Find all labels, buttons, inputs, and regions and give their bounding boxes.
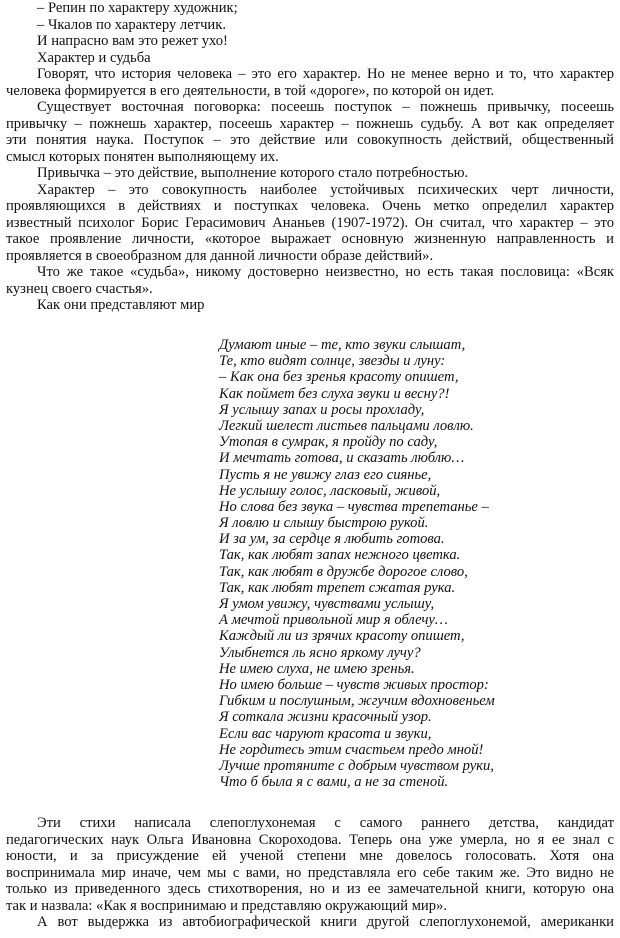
poem-line: Утопая в сумрак, я пройду по саду,: [219, 434, 438, 451]
poem-block: [0, 337, 620, 790]
text-line: А вот выдержка из автобиографической книги другой слепоглухонемой, американки: [37, 914, 614, 930]
text-line: – Чкалов по характеру летчик.: [37, 16, 226, 33]
text-line: Существует восточная поговорка: посеешь поступок – пожнешь привычку, посеешь: [37, 99, 614, 115]
poem-line: Гибким и послушным, жгучим вдохновеньем: [219, 693, 495, 710]
poem-line: Лучше протяните с добрым чувством руки,: [219, 757, 494, 774]
poem-line: Не имею слуха, не имею зренья.: [219, 660, 415, 677]
poem-line: Но слова без звука – чувства трепетанье –: [219, 498, 489, 515]
text-line: – Репин по характеру художник;: [37, 0, 238, 16]
poem-line: Я ловлю и слышу быстрою рукой.: [219, 515, 429, 532]
poem-line: Я соткала жизни красочный узор.: [219, 709, 432, 726]
poem-line: Улыбнется ль ясно яркому лучу?: [219, 644, 421, 661]
text-line: известный психолог Борис Герасимович Ананьев (1907-1972). Он считал, что характер – это: [6, 214, 614, 231]
poem-line: Пусть я не увижу глаз его сиянье,: [219, 466, 432, 483]
text-line: Характер – это совокупность наиболее устойчивых психических черт личности,: [37, 181, 614, 198]
text-line: Как они представляют мир: [37, 297, 205, 313]
text-line: воспринимала мир иначе, чем мы с вами, но представляла его себе таким же. Это видно не: [6, 864, 614, 881]
poem-line: Я умом увижу, чувствами услышу,: [219, 596, 435, 612]
text-line: педагогических наук Ольга Ивановна Скороходова. Теперь она уже умерла, но я ее знал с: [6, 831, 614, 848]
text-line: Характер и судьба: [37, 49, 151, 66]
text-line: юности, и за присуждение ей ученой степени мне довелось голосовать. Хотя она: [6, 848, 614, 864]
text-line: Эти стихи написала слепоглухонемая с самого раннего детства, кандидат: [37, 815, 614, 831]
poem-line: Так, как любят запах нежного цветка.: [219, 547, 461, 564]
poem-line: Не гордитесь этим счастьем предо мной!: [219, 741, 484, 758]
poem-line: – Как она без зренья красоту опишет,: [219, 369, 459, 386]
poem-line: Думают иные – те, кто звуки слышат,: [219, 337, 466, 353]
text-line: И напрасно вам это режет ухо!: [37, 33, 228, 49]
poem-line: Как поймет без слуха звуки и весну?!: [219, 385, 450, 402]
poem-line: Не услышу голос, ласковый, живой,: [219, 482, 441, 499]
text-line: проявляется в своеобразном для данной личности образе действий».: [6, 247, 434, 264]
text-line: такое проявление личности, «которое выражает основную жизненную направленность и: [6, 231, 614, 247]
poem-line: И за ум, за сердце я любить готова.: [219, 531, 445, 548]
text-line: привычку – пожнешь характер, посеешь характер – пожнешь судьбу. А вот как определяет: [6, 115, 614, 132]
poem-line: Я услышу запах и росы прохладу,: [219, 401, 425, 418]
text-line: так и назвала: «Как я воспринимаю и представляю окружающий мир».: [6, 897, 447, 914]
poem-line: А мечтой привольной мир я облечу…: [219, 612, 448, 629]
poem-line: Так, как любят в дружбе дорогое слово,: [219, 563, 468, 580]
intro-text: [0, 0, 620, 314]
poem-line: Легкий шелест листьев пальцами ловлю.: [219, 417, 474, 434]
poem-line: Что б была я с вами, а не за стеной.: [219, 774, 449, 791]
poem-line: Но имею больше – чувств живых простор:: [219, 676, 489, 693]
poem-line: Так, как любят трепет сжатая рука.: [219, 579, 456, 596]
text-line: эти понятия наука. Поступок – это действие или совокупность действий, общественный: [6, 132, 614, 148]
commentary-text: [0, 815, 620, 931]
text-line: кузнец своего счастья».: [6, 280, 153, 297]
text-line: только из приведенного здесь стихотворения, но и из ее замечательной книги, которую она: [6, 881, 614, 897]
text-line: Привычка – это действие, выполнение которого стало потребностью.: [37, 165, 469, 181]
poem-line: Если вас чаруют красота и звуки,: [219, 725, 432, 742]
text-line: человека формируется в его деятельности, в той «дороге», по которой он идет.: [6, 82, 495, 99]
text-line: Что же такое «судьба», никому достоверно неизвестно, но есть такая пословица: «Всяк: [37, 264, 614, 280]
text-line: смысл которых понятен выполняющему их.: [6, 148, 279, 165]
poem-line: И мечтать готова, и сказать люблю…: [219, 450, 465, 467]
poem-line: Те, кто видят солнце, звезды и луну:: [219, 353, 446, 370]
poem-line: Каждый ли из зрячих красоту опишет,: [219, 628, 465, 645]
text-line: проявляющихся в действиях и поступках человека. Очень метко определил характер: [6, 198, 614, 214]
poem-lines: [0, 337, 620, 790]
text-line: Говорят, что история человека – это его характер. Но не менее верно и то, что характер: [37, 66, 614, 82]
